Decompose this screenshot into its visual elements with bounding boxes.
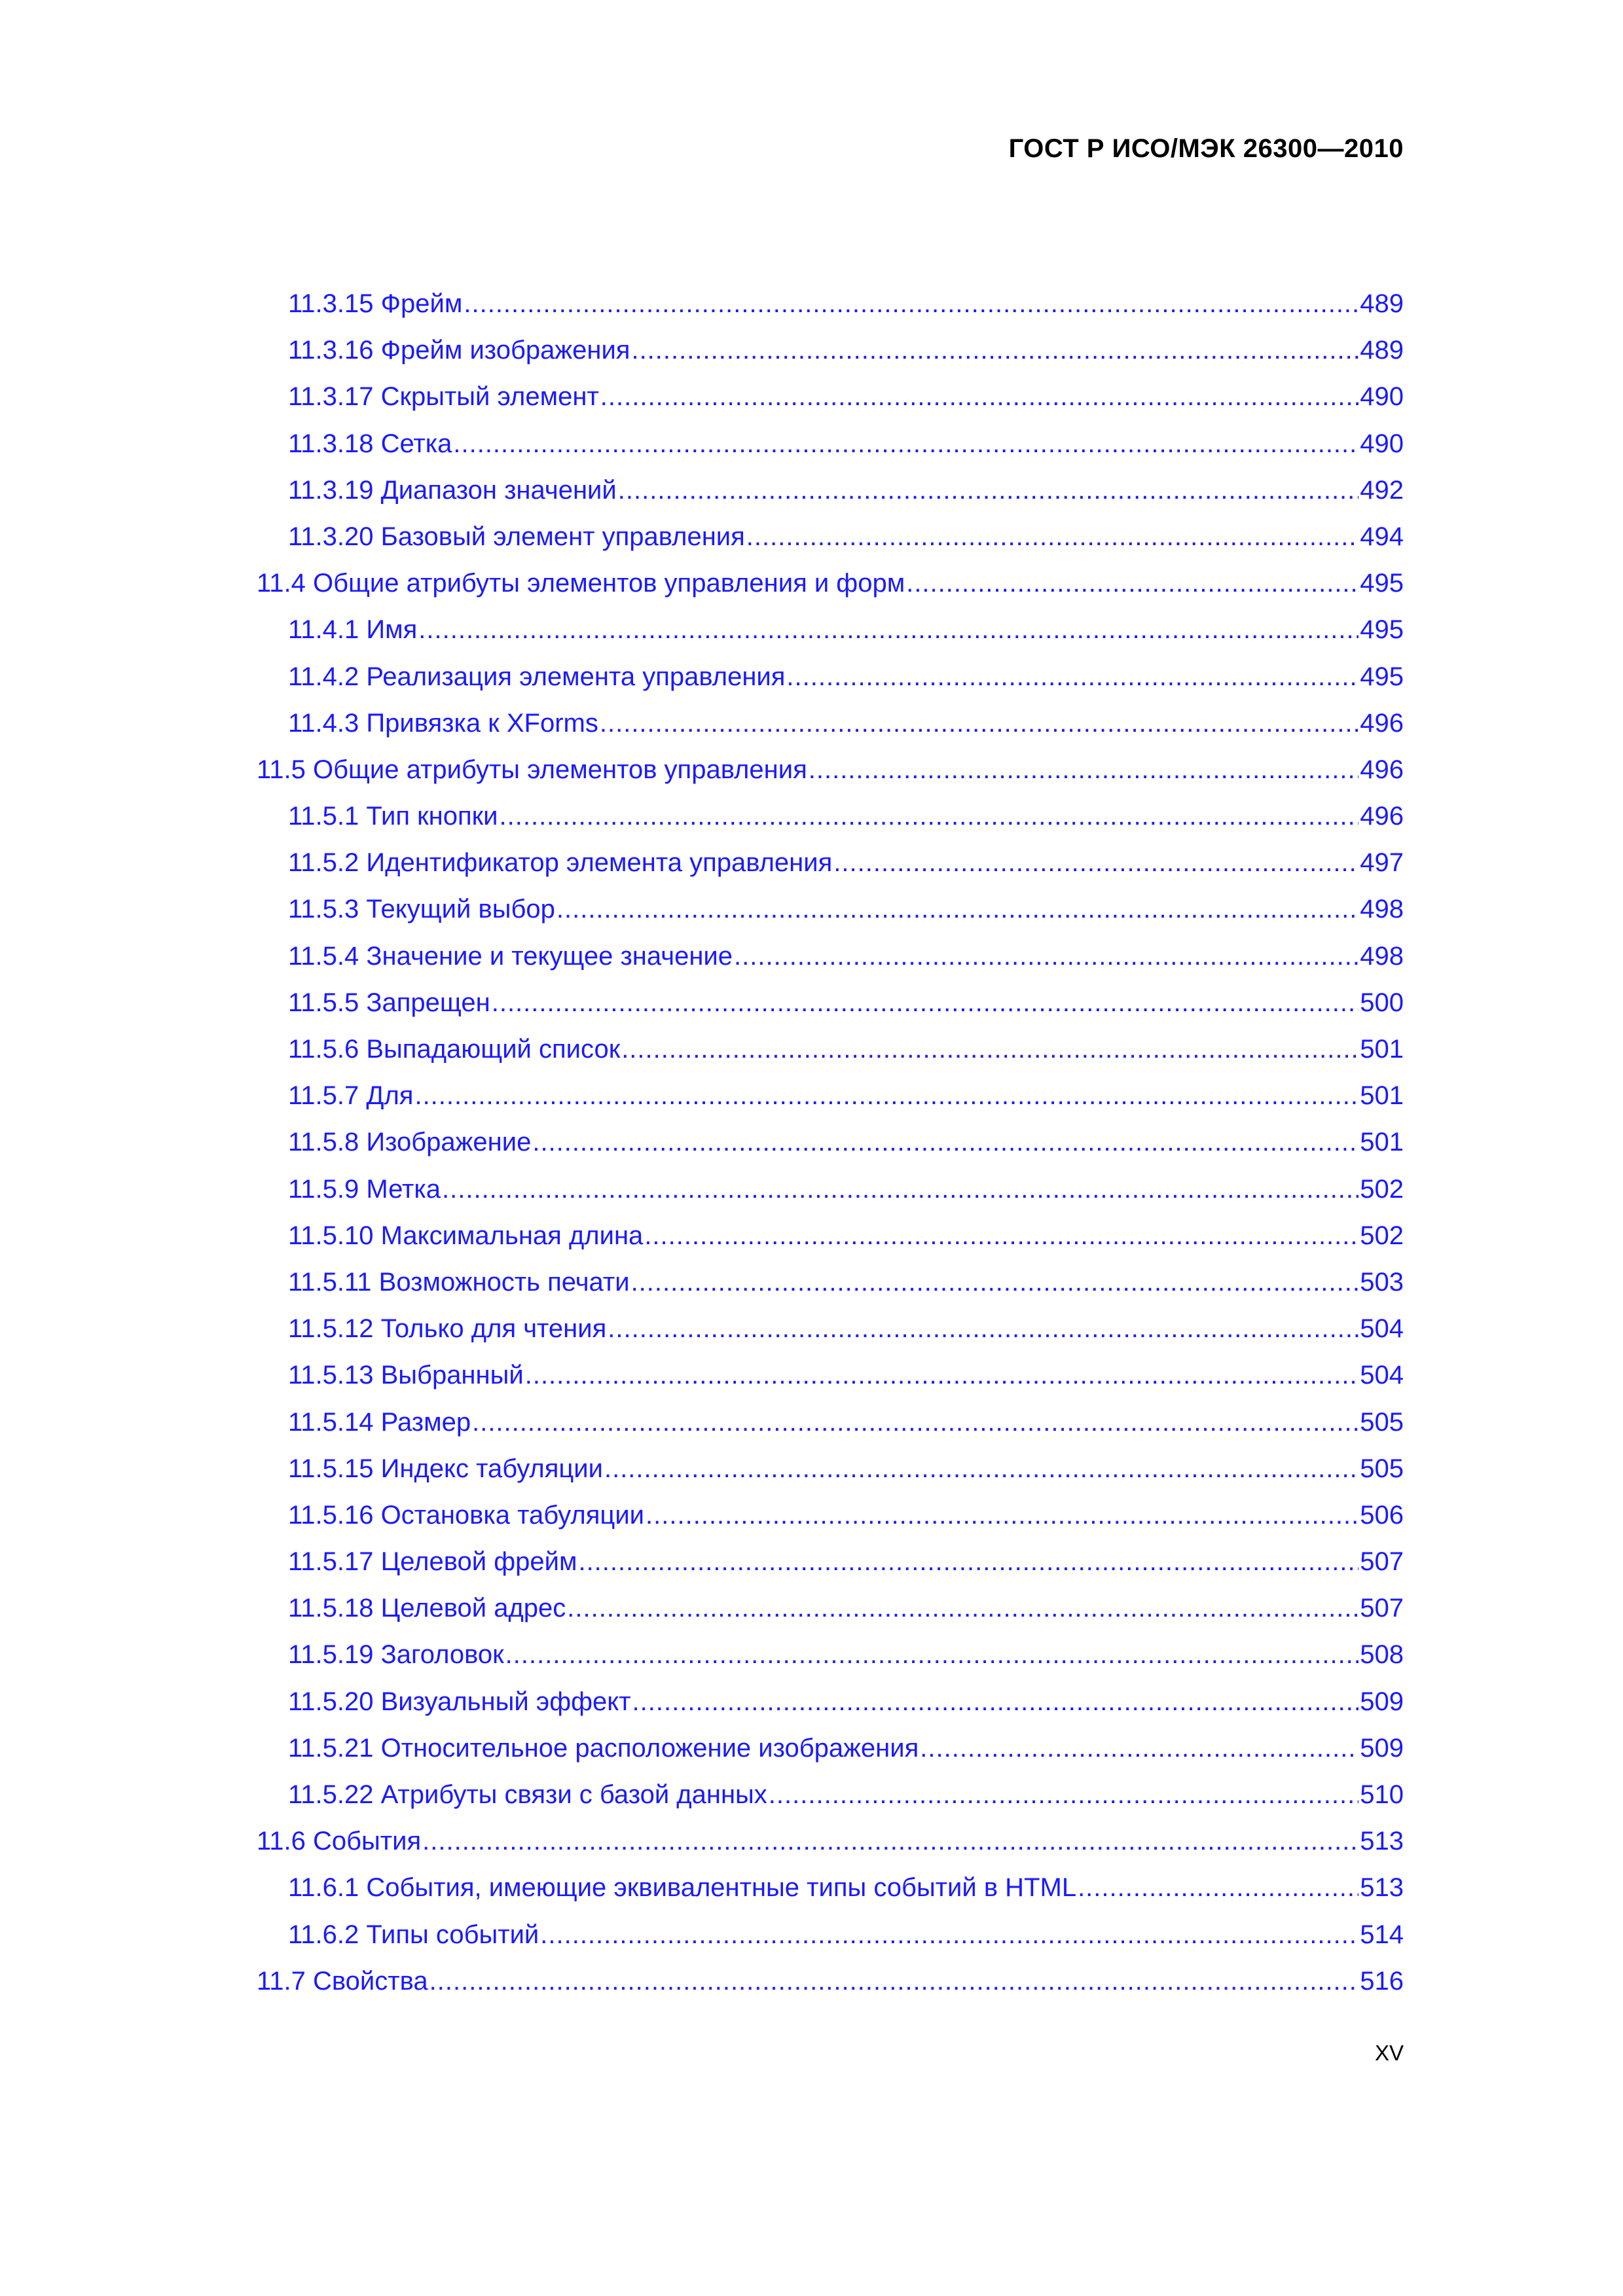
toc-entry[interactable] — [257, 1128, 1404, 1174]
toc-entry-page: 507 — [1360, 1594, 1404, 1623]
toc-leader-dots — [578, 1547, 1359, 1577]
toc-entry-label: 11.5.17 Целевой фрейм — [288, 1547, 577, 1577]
toc-entry-page: 509 — [1360, 1687, 1404, 1716]
toc-entry[interactable] — [257, 289, 1404, 336]
toc-entry-label: 11.3.16 Фрейм изображения — [288, 336, 630, 365]
table-of-contents — [257, 289, 1404, 2013]
toc-entry-page: 490 — [1360, 429, 1404, 458]
toc-entry[interactable] — [257, 1408, 1404, 1454]
toc-entry-page: 502 — [1360, 1174, 1404, 1204]
toc-entry-label: 11.5.5 Запрещен — [288, 988, 490, 1017]
toc-entry-label: 11.5.9 Метка — [288, 1174, 441, 1204]
toc-leader-dots — [644, 1221, 1359, 1251]
toc-entry-page: 513 — [1360, 1827, 1404, 1856]
toc-leader-dots — [631, 336, 1359, 365]
toc-entry[interactable] — [257, 1035, 1404, 1081]
toc-entry-page: 501 — [1360, 1081, 1404, 1111]
toc-entry[interactable] — [257, 1081, 1404, 1128]
toc-leader-dots — [600, 709, 1359, 738]
toc-entry-page: 498 — [1360, 941, 1404, 971]
toc-leader-dots — [1078, 1873, 1359, 1903]
toc-entry-page: 489 — [1360, 336, 1404, 365]
toc-entry-page: 501 — [1360, 1035, 1404, 1064]
toc-entry[interactable] — [257, 1454, 1404, 1501]
toc-entry-page: 496 — [1360, 708, 1404, 738]
toc-entry[interactable] — [257, 1967, 1404, 2013]
toc-entry[interactable] — [257, 1175, 1404, 1221]
toc-entry[interactable] — [257, 569, 1404, 615]
toc-entry-label: 11.4 Общие атрибуты элементов управления и форм — [257, 569, 905, 598]
toc-entry[interactable] — [257, 1734, 1404, 1780]
toc-entry-label: 11.5.18 Целевой адрес — [288, 1594, 566, 1623]
toc-entry[interactable] — [257, 1361, 1404, 1407]
toc-leader-dots — [809, 755, 1359, 785]
toc-entry[interactable] — [257, 1314, 1404, 1361]
toc-leader-dots — [500, 802, 1359, 831]
toc-entry-label: 11.5.21 Относительное расположение изображения — [288, 1733, 919, 1763]
toc-leader-dots — [920, 1734, 1359, 1763]
toc-leader-dots — [540, 1920, 1359, 1950]
toc-entry-label: 11.5.14 Размер — [288, 1407, 471, 1437]
toc-leader-dots — [414, 1081, 1359, 1111]
toc-entry[interactable] — [257, 429, 1404, 476]
toc-entry[interactable] — [257, 662, 1404, 709]
toc-leader-dots — [429, 1967, 1359, 1996]
toc-entry-page: 508 — [1360, 1640, 1404, 1670]
toc-entry-label: 11.4.3 Привязка к XForms — [288, 708, 598, 738]
toc-entry-label: 11.5.20 Визуальный эффект — [288, 1687, 631, 1716]
toc-entry[interactable] — [257, 522, 1404, 569]
toc-entry[interactable] — [257, 1780, 1404, 1827]
toc-entry-label: 11.5.6 Выпадающий список — [288, 1035, 621, 1064]
toc-leader-dots — [621, 1035, 1359, 1064]
toc-entry-label: 11.5.7 Для — [288, 1081, 414, 1111]
toc-entry-label: 11.4.2 Реализация элемента управления — [288, 662, 786, 691]
toc-entry[interactable] — [257, 802, 1404, 848]
toc-leader-dots — [464, 289, 1359, 319]
toc-entry-label: 11.6 События — [257, 1827, 422, 1856]
toc-entry[interactable] — [257, 755, 1404, 802]
document-header-title: ГОСТ Р ИСО/МЭК 26300—2010 — [1008, 134, 1404, 163]
toc-leader-dots — [786, 662, 1359, 692]
toc-entry-page: 504 — [1360, 1314, 1404, 1344]
toc-leader-dots — [632, 1687, 1359, 1717]
toc-entry[interactable] — [257, 1827, 1404, 1873]
toc-entry[interactable] — [257, 382, 1404, 429]
toc-entry[interactable] — [257, 895, 1404, 941]
page-number: XV — [1374, 2041, 1404, 2065]
toc-leader-dots — [442, 1175, 1359, 1204]
toc-entry-page: 516 — [1360, 1966, 1404, 1996]
toc-entry-page: 501 — [1360, 1128, 1404, 1157]
toc-entry[interactable] — [257, 1594, 1404, 1640]
toc-entry[interactable] — [257, 1501, 1404, 1547]
toc-entry-label: 11.3.20 Базовый элемент управления — [288, 522, 745, 551]
toc-entry-page: 514 — [1360, 1920, 1404, 1949]
toc-leader-dots — [604, 1454, 1359, 1484]
toc-entry-page: 498 — [1360, 895, 1404, 924]
toc-entry[interactable] — [257, 942, 1404, 988]
toc-entry[interactable] — [257, 476, 1404, 522]
toc-entry-page: 503 — [1360, 1267, 1404, 1297]
toc-entry[interactable] — [257, 848, 1404, 895]
toc-entry-page: 500 — [1360, 988, 1404, 1017]
toc-entry[interactable] — [257, 336, 1404, 382]
toc-entry-page: 505 — [1360, 1454, 1404, 1483]
toc-entry-label: 11.5.1 Тип кнопки — [288, 802, 498, 831]
toc-entry-page: 492 — [1360, 475, 1404, 505]
toc-entry-label: 11.5.12 Только для чтения — [288, 1314, 607, 1344]
toc-leader-dots — [608, 1314, 1359, 1344]
toc-leader-dots — [567, 1594, 1359, 1623]
toc-entry-page: 513 — [1360, 1873, 1404, 1903]
toc-entry-label: 11.5.10 Максимальная длина — [288, 1221, 644, 1250]
toc-entry-page: 495 — [1360, 662, 1404, 691]
toc-entry-page: 494 — [1360, 522, 1404, 551]
toc-entry[interactable] — [257, 1547, 1404, 1594]
toc-entry[interactable] — [257, 1221, 1404, 1268]
toc-entry-label: 11.5.22 Атрибуты связи с базой данных — [288, 1780, 767, 1809]
toc-leader-dots — [532, 1128, 1359, 1157]
toc-entry-page: 505 — [1360, 1407, 1404, 1437]
toc-entry-page: 496 — [1360, 802, 1404, 831]
toc-entry-label: 11.5.3 Текущий выбор — [288, 895, 555, 924]
toc-entry-page: 509 — [1360, 1733, 1404, 1763]
toc-entry[interactable] — [257, 615, 1404, 662]
toc-entry-page: 489 — [1360, 289, 1404, 318]
toc-entry-page: 502 — [1360, 1221, 1404, 1250]
toc-entry-label: 11.3.19 Диапазон значений — [288, 475, 617, 505]
toc-leader-dots — [646, 1501, 1359, 1530]
toc-entry-label: 11.3.18 Сетка — [288, 429, 452, 458]
toc-entry-label: 11.5.16 Остановка табуляции — [288, 1500, 645, 1530]
toc-entry-page: 490 — [1360, 382, 1404, 412]
toc-entry-label: 11.5 Общие атрибуты элементов управления — [257, 755, 807, 784]
toc-entry-page: 504 — [1360, 1361, 1404, 1390]
toc-entry-page: 496 — [1360, 755, 1404, 784]
toc-entry[interactable] — [257, 1268, 1404, 1314]
toc-entry-label: 11.5.13 Выбранный — [288, 1361, 524, 1390]
toc-leader-dots — [525, 1361, 1359, 1390]
toc-entry-page: 497 — [1360, 848, 1404, 878]
toc-entry-label: 11.7 Свойства — [257, 1966, 428, 1996]
toc-entry[interactable] — [257, 1640, 1404, 1687]
toc-entry[interactable] — [257, 1920, 1404, 1967]
toc-entry-label: 11.5.19 Заголовок — [288, 1640, 504, 1670]
toc-leader-dots — [631, 1268, 1359, 1297]
toc-entry-label: 11.6.2 Типы событий — [288, 1920, 539, 1949]
toc-entry-page: 507 — [1360, 1547, 1404, 1577]
toc-leader-dots — [422, 1827, 1359, 1856]
toc-leader-dots — [472, 1408, 1359, 1437]
toc-entry-label: 11.5.4 Значение и текущее значение — [288, 941, 733, 971]
toc-entry[interactable] — [257, 988, 1404, 1035]
toc-entry-page: 510 — [1360, 1780, 1404, 1809]
toc-leader-dots — [492, 988, 1359, 1018]
toc-leader-dots — [734, 942, 1359, 971]
toc-leader-dots — [833, 848, 1359, 878]
toc-leader-dots — [906, 569, 1359, 598]
toc-leader-dots — [600, 382, 1359, 412]
toc-entry-label: 11.4.1 Имя — [288, 615, 418, 645]
toc-leader-dots — [505, 1640, 1359, 1670]
toc-entry-page: 495 — [1360, 615, 1404, 645]
toc-leader-dots — [618, 476, 1359, 505]
toc-entry[interactable] — [257, 1687, 1404, 1734]
toc-entry-label: 11.5.8 Изображение — [288, 1128, 532, 1157]
toc-entry-label: 11.5.11 Возможность печати — [288, 1267, 630, 1297]
toc-entry-page: 506 — [1360, 1500, 1404, 1530]
toc-leader-dots — [453, 429, 1359, 459]
toc-entry-label: 11.5.15 Индекс табуляции — [288, 1454, 603, 1483]
toc-entry[interactable] — [257, 709, 1404, 755]
toc-entry-label: 11.6.1 События, имеющие эквивалентные типы событий в HTML — [288, 1873, 1077, 1903]
toc-leader-dots — [746, 522, 1359, 552]
toc-leader-dots — [556, 895, 1359, 924]
toc-entry-page: 495 — [1360, 569, 1404, 598]
toc-entry-label: 11.3.15 Фрейм — [288, 289, 463, 318]
toc-leader-dots — [418, 615, 1359, 645]
toc-entry-label: 11.5.2 Идентификатор элемента управления — [288, 848, 833, 878]
toc-entry-label: 11.3.17 Скрытый элемент — [288, 382, 599, 412]
toc-leader-dots — [769, 1780, 1359, 1810]
toc-entry[interactable] — [257, 1873, 1404, 1920]
